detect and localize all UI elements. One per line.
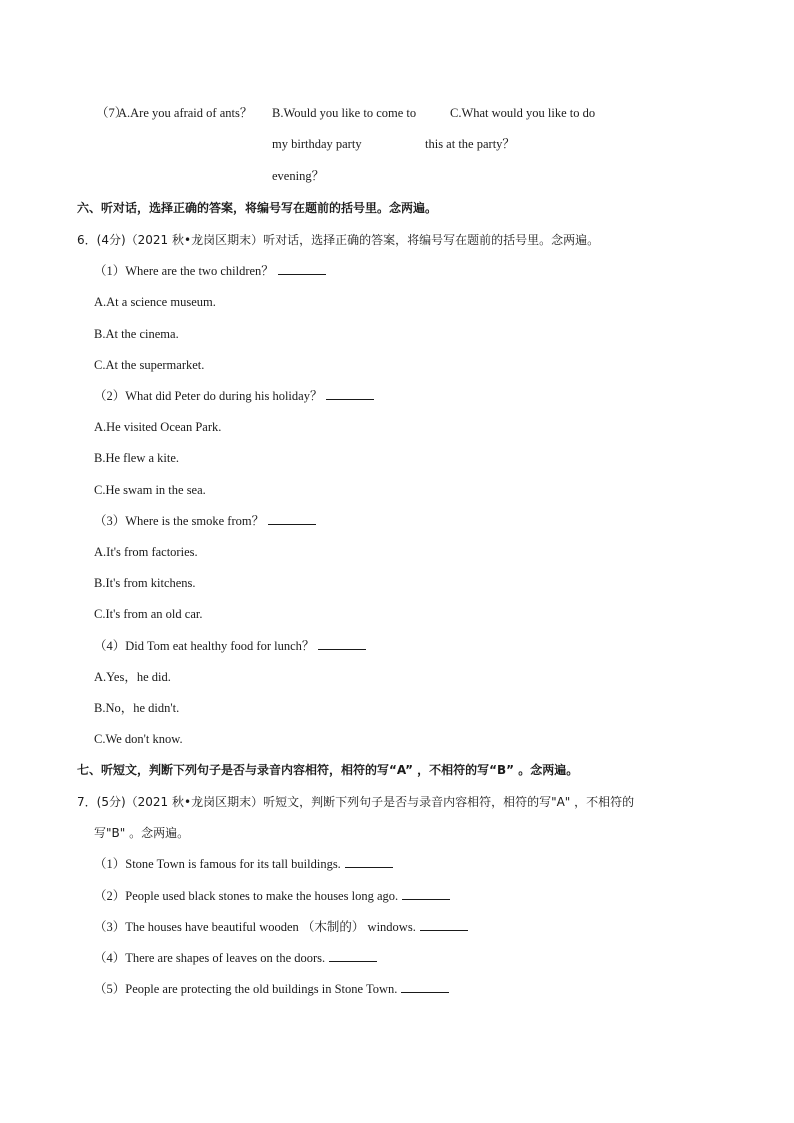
q7-number: （7） — [96, 106, 128, 120]
answer-blank[interactable] — [345, 856, 393, 868]
q7-3-statement: （3）The houses have beautiful wooden （木制的） windows. — [94, 919, 468, 935]
q7-1-statement: （1）Stone Town is famous for its tall buildings. — [94, 856, 393, 872]
answer-blank[interactable] — [318, 638, 366, 650]
q7-option-c-line1: C.What would you like to do — [450, 106, 596, 120]
question-7-stem-line1: 7．(5分)（2021 秋•龙岗区期末）听短文，判断下列句子是否与录音内容相符，相符的写"A" ，不相符的 — [77, 795, 635, 809]
q7-option-b-line2: my birthday party — [272, 137, 362, 151]
q6-2-option-a: A.He visited Ocean Park. — [94, 420, 222, 434]
question-7-stem-line2: 写"B" 。念两遍。 — [94, 826, 190, 840]
q7-5-statement: （5）People are protecting the old buildings in Stone Town. — [94, 981, 449, 997]
q7-option-b-line1: B.Would you like to come to — [272, 106, 417, 120]
q6-3-option-c: C.It's from an old car. — [94, 607, 203, 621]
q6-3-question: （3）Where is the smoke from？ — [94, 513, 316, 529]
q6-4-option-a: A.Yes，he did. — [94, 670, 171, 684]
section-7-heading: 七、听短文，判断下列句子是否与录音内容相符，相符的写“A” ，不相符的写“B” 。念两遍。 — [77, 763, 579, 777]
q6-1-question: （1）Where are the two children？ — [94, 263, 326, 279]
q6-4-option-b: B.No，he didn't. — [94, 701, 180, 715]
answer-blank[interactable] — [268, 513, 316, 525]
q6-1-option-a: A.At a science museum. — [94, 295, 216, 309]
q6-4-option-c: C.We don't know. — [94, 732, 183, 746]
q7-option-c-line2: this at the party？ — [425, 137, 515, 151]
question-6-stem: 6．(4分)（2021 秋•龙岗区期末）听对话，选择正确的答案，将编号写在题前的括号里。念两遍。 — [77, 233, 600, 247]
answer-blank[interactable] — [401, 981, 449, 993]
q6-2-question: （2）What did Peter do during his holiday？ — [94, 388, 374, 404]
q6-1-option-b: B.At the cinema. — [94, 327, 179, 341]
q7-4-statement: （4）There are shapes of leaves on the doors. — [94, 950, 377, 966]
q6-2-option-b: B.He flew a kite. — [94, 451, 180, 465]
answer-blank[interactable] — [329, 950, 377, 962]
section-6-heading: 六、听对话，选择正确的答案，将编号写在题前的括号里。念两遍。 — [77, 201, 438, 215]
answer-blank[interactable] — [402, 888, 450, 900]
q6-2-option-c: C.He swam in the sea. — [94, 483, 206, 497]
q6-1-option-c: C.At the supermarket. — [94, 358, 205, 372]
answer-blank[interactable] — [420, 919, 468, 931]
q6-3-option-a: A.It's from factories. — [94, 545, 198, 559]
q6-4-question: （4）Did Tom eat healthy food for lunch？ — [94, 638, 366, 654]
q6-3-option-b: B.It's from kitchens. — [94, 576, 196, 590]
q7-option-a: A.Are you afraid of ants？ — [118, 106, 253, 120]
q7-2-statement: （2）People used black stones to make the houses long ago. — [94, 888, 450, 904]
answer-blank[interactable] — [278, 263, 326, 275]
q7-option-b-line3: evening？ — [272, 169, 325, 183]
answer-blank[interactable] — [326, 388, 374, 400]
